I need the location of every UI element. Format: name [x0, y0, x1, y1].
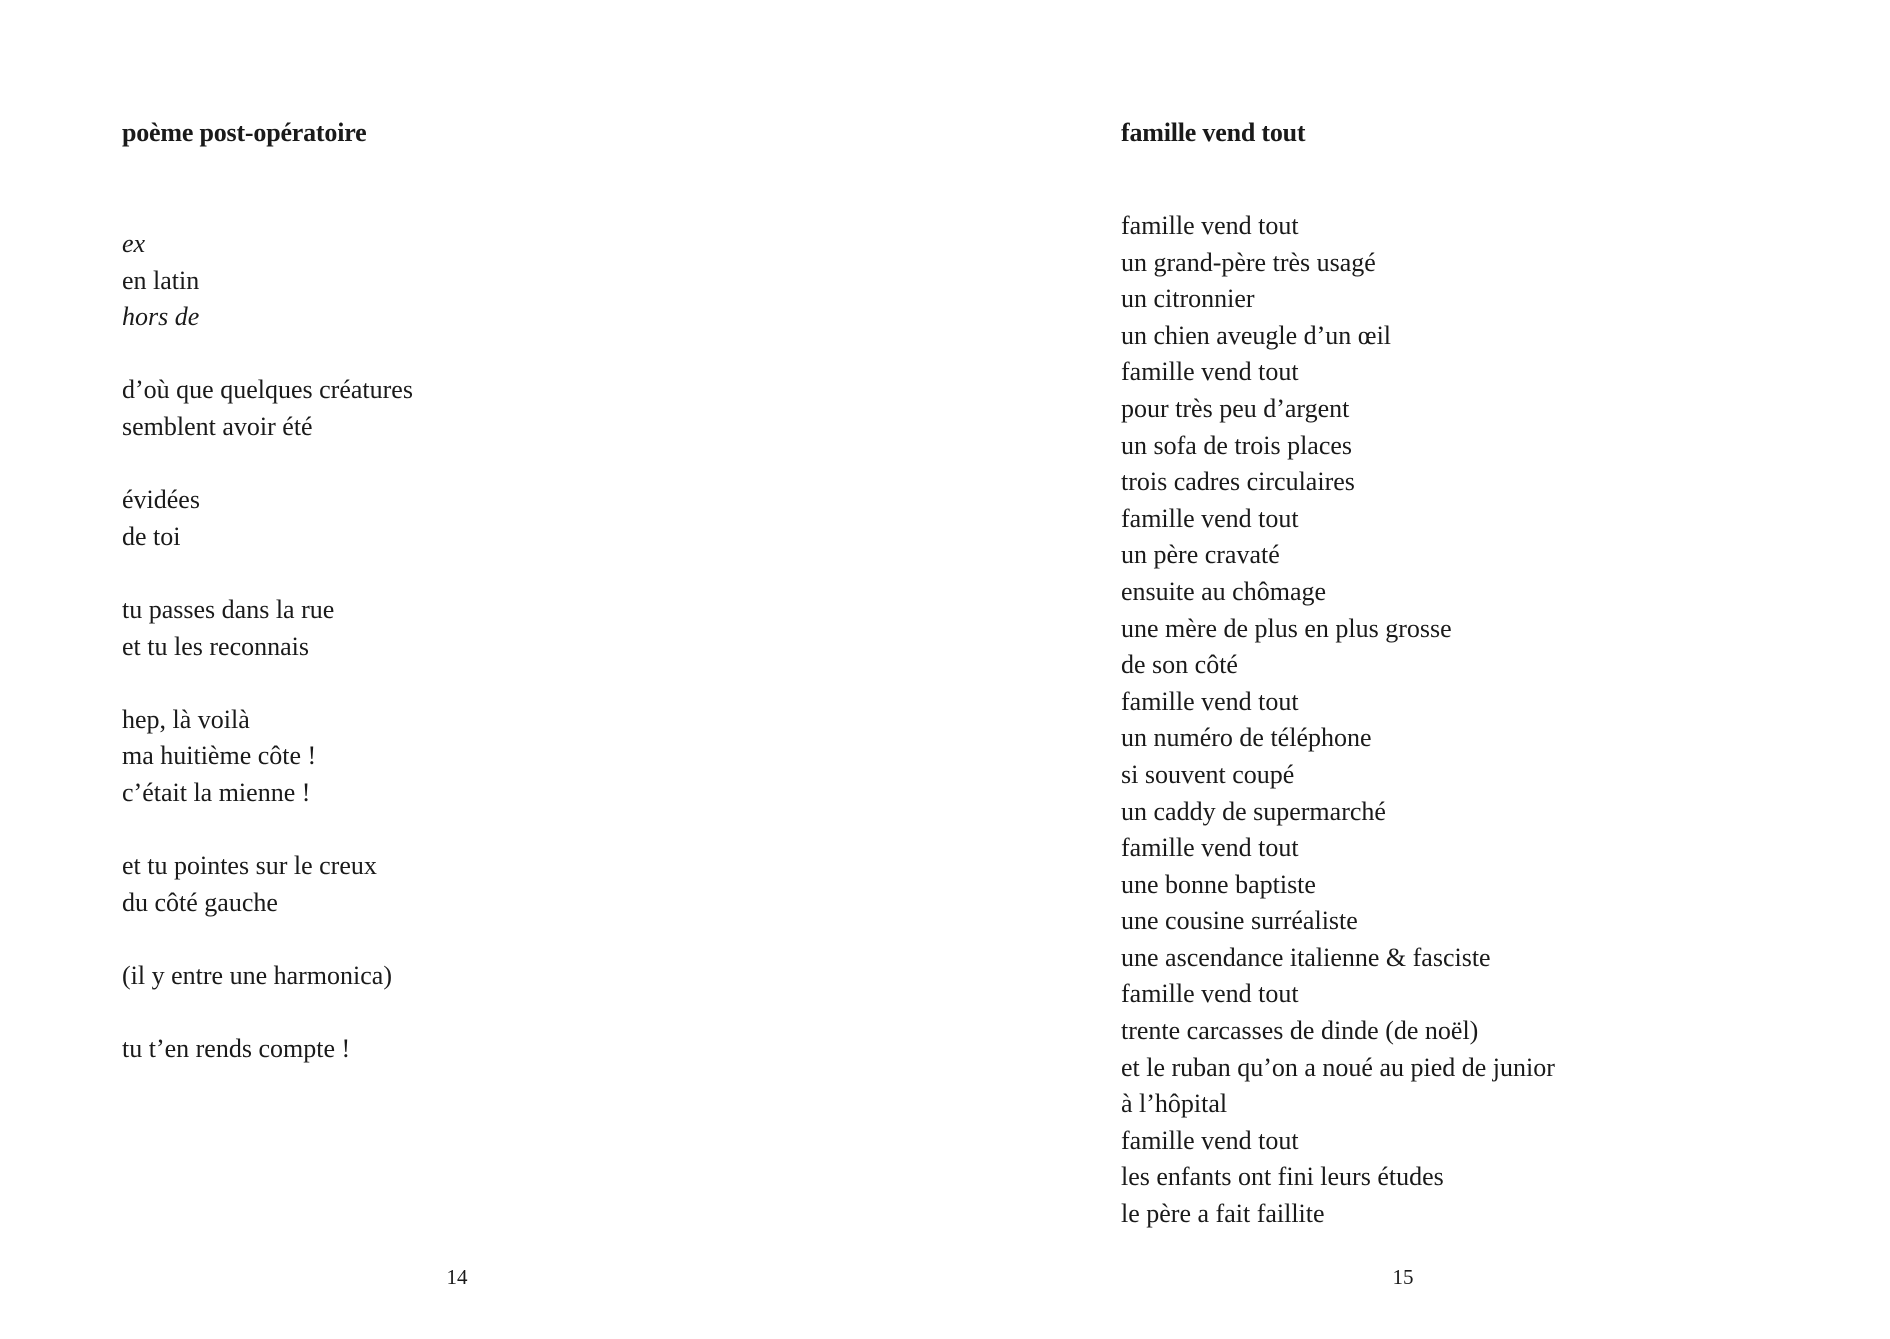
poem-line: c’était la mienne ! [122, 777, 311, 807]
poem-line: famille vend tout [1121, 1125, 1299, 1155]
poem-line: ensuite au chômage [1121, 576, 1327, 606]
poem-line: un grand-père très usagé [1121, 247, 1376, 277]
poem-line: en latin [122, 265, 200, 295]
poem-line: ma huitième côte ! [122, 741, 317, 771]
poem-line: tu t’en rends compte ! [122, 1034, 351, 1064]
poem-line: un sofa de trois places [1121, 430, 1353, 460]
poem-line: un citronnier [1121, 284, 1255, 314]
poem-line: (il y entre une harmonica) [122, 960, 392, 990]
poem-line: du côté gauche [122, 887, 278, 917]
poem-line: famille vend tout [1121, 211, 1299, 240]
poem-line: une bonne baptiste [1121, 869, 1316, 899]
poem-line: évidées [122, 485, 200, 515]
poem-line: un chien aveugle d’un œil [1121, 320, 1392, 350]
page-number-left: 14 [446, 1265, 468, 1289]
poem-line: famille vend tout [1121, 833, 1299, 863]
poem-line: trois cadres circulaires [1121, 467, 1355, 497]
stanza [122, 848, 413, 921]
poem-line: de son côté [1121, 650, 1238, 680]
poem-line: famille vend tout [1121, 357, 1299, 387]
right-page [945, 0, 1890, 1339]
stanza [122, 226, 413, 336]
poem-line: une ascendance italienne & fasciste [1121, 942, 1491, 972]
poem-body-left [122, 226, 413, 1104]
poem-line: un père cravaté [1121, 540, 1280, 570]
poem-line: famille vend tout [1121, 503, 1299, 533]
poem-line: et le ruban qu’on a noué au pied de junior [1121, 1052, 1555, 1082]
poem-line: un caddy de supermarché [1121, 796, 1386, 826]
stanza [122, 372, 413, 445]
stanza [122, 482, 413, 555]
poem-line: une mère de plus en plus grosse [1121, 613, 1452, 643]
poem-line: hors de [122, 302, 200, 332]
stanza [122, 592, 413, 665]
poem-line: hep, là voilà [122, 704, 250, 734]
poem-line: tu passes dans la rue [122, 594, 335, 624]
poem-line: semblent avoir été [122, 411, 313, 441]
poem-line: d’où que quelques créatures [122, 375, 413, 405]
poem-line: pour très peu d’argent [1121, 393, 1350, 423]
poem-title-right: famille vend tout [1121, 118, 1306, 147]
page-number-right: 15 [1392, 1265, 1414, 1289]
poem-line: si souvent coupé [1121, 759, 1295, 789]
poem-line: trente carcasses de dinde (de noël) [1121, 1016, 1479, 1046]
poem-line: les enfants ont fini leurs études [1121, 1162, 1444, 1192]
poem-line: et tu pointes sur le creux [122, 851, 377, 881]
poem-line: à l’hôpital [1121, 1089, 1228, 1119]
poem-line: famille vend tout [1121, 686, 1299, 716]
poem-line: une cousine surréaliste [1121, 906, 1358, 936]
poem-line: le père a fait faillite [1121, 1199, 1325, 1229]
poem-line: ex [122, 229, 146, 258]
stanza [122, 958, 413, 995]
poem-line: un numéro de téléphone [1121, 723, 1372, 753]
poem-body-right [1121, 208, 1555, 1233]
stanza [122, 702, 413, 812]
poem-line: et tu les reconnais [122, 631, 309, 661]
stanza [122, 1031, 413, 1068]
poem-line: de toi [122, 521, 181, 551]
poem-line: famille vend tout [1121, 979, 1299, 1009]
poem-title-left: poème post-opératoire [122, 118, 367, 147]
